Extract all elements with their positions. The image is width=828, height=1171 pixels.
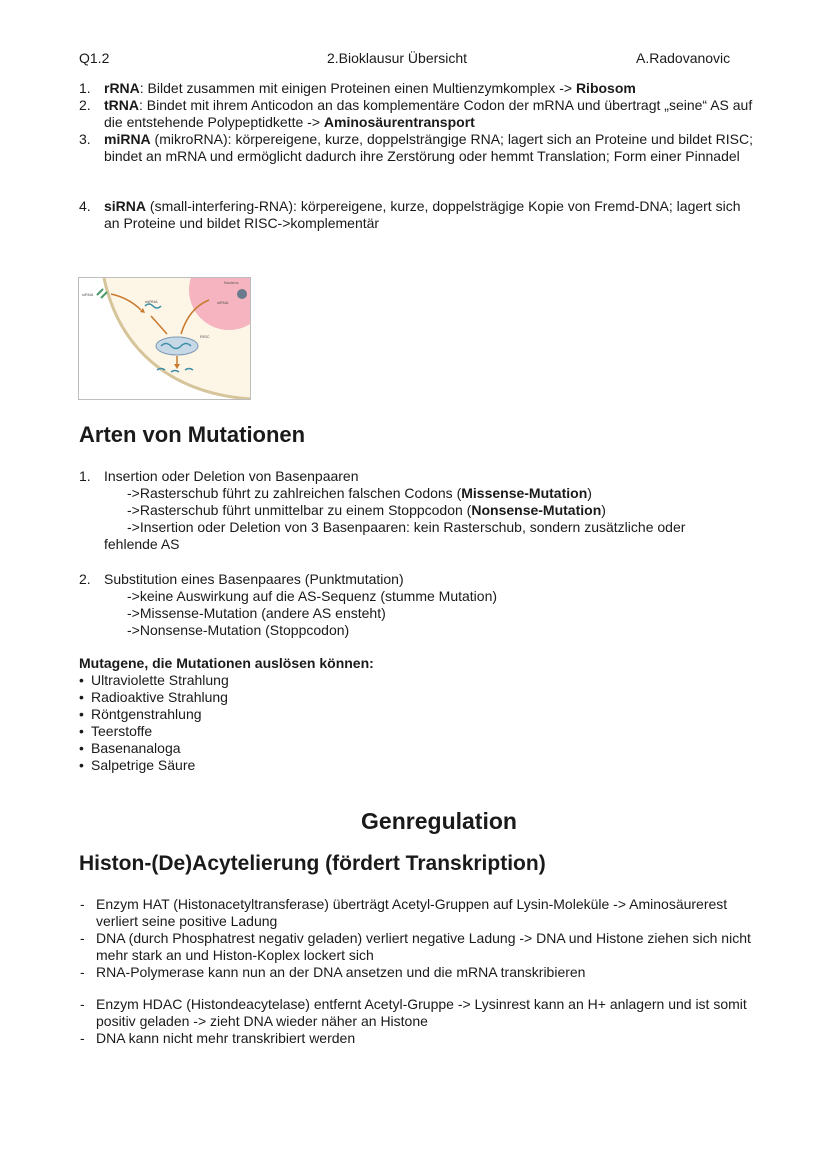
header-author: A.Radovanovic bbox=[636, 50, 731, 66]
list-item: ->keine Auswirkung auf die AS-Sequenz (stumme Mutation) bbox=[127, 588, 498, 604]
risc-complex bbox=[156, 337, 198, 355]
figure-label: miRNA bbox=[145, 299, 158, 304]
list-item: • Salpetrige Säure bbox=[79, 757, 479, 774]
list-item: 1. rRNA: Bildet zusammen mit einigen Proteinen einen Multienzymkomplex -> Ribosom bbox=[79, 80, 636, 96]
mutagens-list bbox=[79, 672, 479, 774]
mutation-item-1: 1. Insertion oder Deletion von Basenpaaren ->Rasterschub führt zu zahlreichen falschen Codons (Missense-Mutation) ->Rasterschub führt unmittelbar zu einem Stoppcodon (Nonsense-Mutation) ->Insertion oder Deletion von 3 Basenpaaren: kein Rasterschub, sondern zusätzliche oder fehlende AS bbox=[79, 468, 759, 553]
figure-label: siRNA bbox=[82, 292, 94, 297]
list-item: ->Missense-Mutation (andere AS ensteht) bbox=[127, 605, 386, 621]
list-item: ->Nonsense-Mutation (Stoppcodon) bbox=[127, 622, 350, 638]
rna-interference-diagram bbox=[78, 277, 251, 400]
histone-list-1 bbox=[79, 896, 759, 981]
list-item: • Basenanaloga bbox=[79, 740, 479, 757]
list-item: - DNA kann nicht mehr transkribiert werden bbox=[80, 1030, 356, 1046]
list-item: - Enzym HDAC (Histondeacytelase) entfernt Acetyl-Gruppe -> Lysinrest kann an H+ anlagern und ist somit positiv geladen -> zieht DNA wieder näher an Histone bbox=[80, 996, 747, 1029]
list-item: fehlende AS bbox=[104, 536, 180, 552]
protein-shape bbox=[237, 289, 247, 299]
list-item: • Röntgenstrahlung bbox=[79, 706, 479, 723]
section-title-mutations: Arten von Mutationen bbox=[79, 422, 306, 447]
list-item: ->Rasterschub führt unmittelbar zu einem Stoppcodon (Nonsense-Mutation) bbox=[127, 502, 606, 518]
list-item: - RNA-Polymerase kann nun an der DNA ansetzen und die mRNA transkribieren bbox=[80, 964, 586, 980]
list-item: • Ultraviolette Strahlung bbox=[79, 672, 479, 689]
list-item: 4. siRNA (small-interfering-RNA): körpereigene, kurze, doppelsträgige Kopie von Fremd-DNA; lagert sich an Proteine und bildet RISC->komplementär bbox=[79, 198, 741, 231]
mutagens-title: Mutagene, die Mutationen auslösen können: bbox=[79, 655, 374, 671]
list-item: - DNA (durch Phosphatrest negativ geladen) verliert negative Ladung -> DNA und Histone ziehen sich nicht mehr stark an und Histon-Koplex lockert sich bbox=[80, 930, 751, 963]
list-item: - Enzym HAT (Histonacetyltransferase) überträgt Acetyl-Gruppen auf Lysin-Moleküle -> Aminosäurerest verliert seine positive Ladung bbox=[80, 896, 728, 929]
figure-label: RISC bbox=[200, 334, 210, 339]
subsection-title-histone: Histon-(De)Acytelierung (fördert Transkription) bbox=[79, 852, 546, 875]
histone-list-2 bbox=[79, 996, 759, 1047]
header-title: 2.Bioklausur Übersicht bbox=[327, 50, 468, 66]
list-item: • Radioaktive Strahlung bbox=[79, 689, 479, 706]
list-item: • Teerstoffe bbox=[79, 723, 479, 740]
list-item: 2. tRNA: Bindet mit ihrem Anticodon an das komplementäre Codon der mRNA und übertragt „seine“ AS auf die entstehende Polypeptidkette -> Aminosäurentransport bbox=[79, 97, 753, 130]
section-title-genregulation: Genregulation bbox=[361, 808, 517, 834]
rnai-illustration bbox=[79, 278, 250, 399]
rna-type-list bbox=[79, 80, 759, 232]
list-item: ->Insertion oder Deletion von 3 Basenpaaren: kein Rasterschub, sondern zusätzliche oder bbox=[127, 519, 686, 535]
list-item: ->Rasterschub führt zu zahlreichen falschen Codons (Missense-Mutation) bbox=[127, 485, 592, 501]
list-item: 3. miRNA (mikroRNA): körpereigene, kurze, doppelsträngige RNA; lagert sich an Proteine und bildet RISC; bindet an mRNA und ermöglicht dadurch ihre Zerstörung oder hemmt Translation; Form einer Pinnadel bbox=[79, 131, 753, 164]
figure-label: Nucleus bbox=[224, 280, 239, 285]
header-course: Q1.2 bbox=[79, 50, 110, 66]
figure-label: siRNA bbox=[217, 300, 229, 305]
mutation-item-2: 2. Substitution eines Basenpaares (Punktmutation) ->keine Auswirkung auf die AS-Sequenz (stumme Mutation) ->Missense-Mutation (andere AS ensteht) ->Nonsense-Mutation (Stoppcodon) bbox=[79, 571, 759, 639]
